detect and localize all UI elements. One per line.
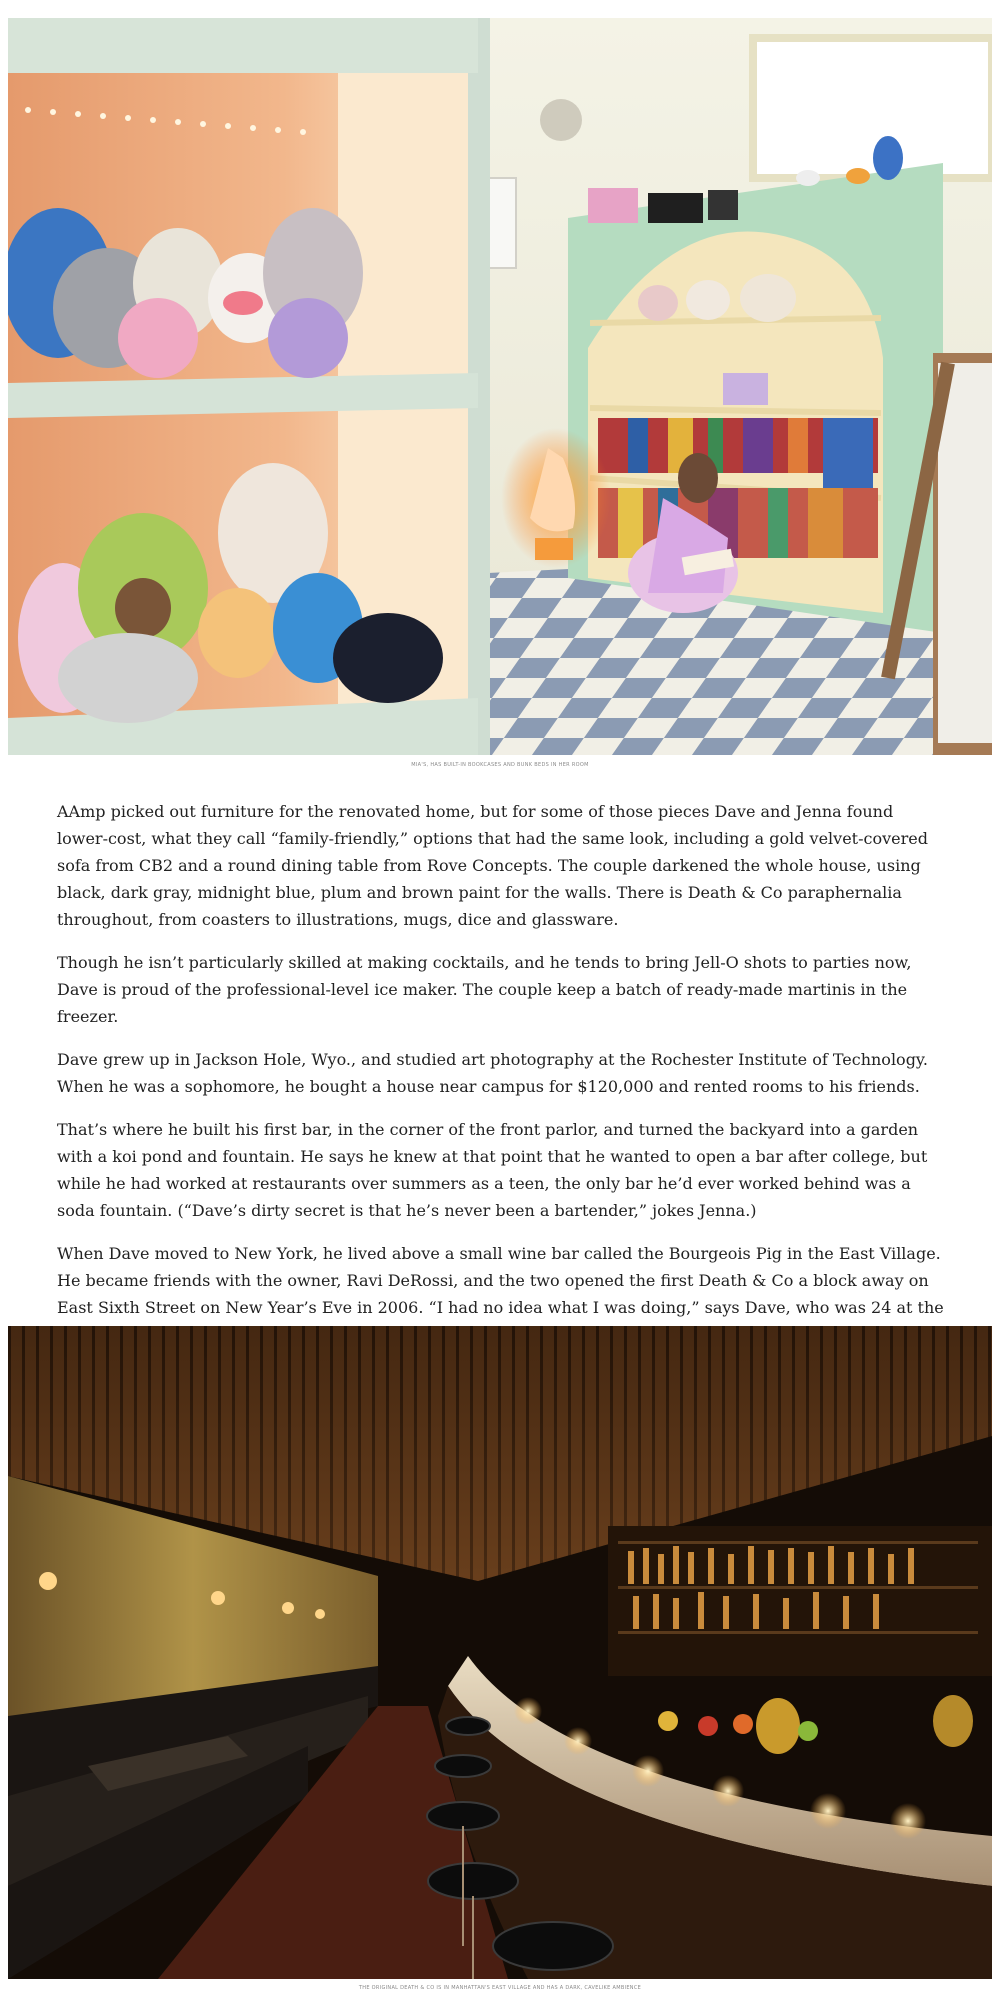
paragraph: Though he isn’t particularly skilled at making cocktails, and he tends to bring Jell-O shots to parties now, Dave is proud of the professional-level ice maker. The couple keep a batch of ready-made martinis in the freezer. xyxy=(57,953,912,1026)
photo-caption: MIA'S, HAS BUILT-IN BOOKCASES AND BUNK BEDS IN HER ROOM xyxy=(411,762,589,768)
kids-room-photo xyxy=(8,18,992,755)
bar-interior-illustration xyxy=(8,1326,992,1979)
paragraph: Dave grew up in Jackson Hole, Wyo., and studied art photography at the Rochester Institute of Technology. When he was a sophomore, he bought a house near campus for $120,000 and rented rooms to his friends. xyxy=(57,1050,928,1096)
kids-room-illustration xyxy=(8,18,992,755)
bar-interior-photo xyxy=(8,1326,992,1979)
article-body xyxy=(57,798,947,1364)
paragraph: When Dave moved to New York, he lived above a small wine bar called the Bourgeois Pig in the East Village. He became friends with the owner, Ravi DeRossi, and the two opened the first Death & Co a block away on East Sixth Street on New Year’s Eve in 2006. “I had no idea what I was doing,” says Dave, who was 24 at the xyxy=(57,1244,944,1317)
paragraph: AAmp picked out furniture for the renovated home, but for some of those pieces Dave and Jenna found lower-cost, what they call “family-friendly,” options that had the same look, including a gold velvet-covered sofa from CB2 and a round dining table from Rove Concepts. The couple darkened the whole house, using black, dark gray, midnight blue, plum and brown paint for the walls. There is Death & Co paraphernalia throughout, from coasters to illustrations, mugs, dice and glassware. xyxy=(57,802,928,929)
photo-caption: THE ORIGINAL DEATH & CO IS IN MANHATTAN'S EAST VILLAGE AND HAS A DARK, CAVELIKE AMBIENCE xyxy=(358,1985,642,1991)
paragraph: That’s where he built his first bar, in the corner of the front parlor, and turned the backyard into a garden with a koi pond and fountain. He says he knew at that point that he wanted to open a bar after college, but while he had worked at restaurants over summers as a teen, the only bar he’d ever worked behind was a soda fountain. (“Dave’s dirty secret is that he’s never been a bartender,” jokes Jenna.) xyxy=(57,1120,928,1220)
